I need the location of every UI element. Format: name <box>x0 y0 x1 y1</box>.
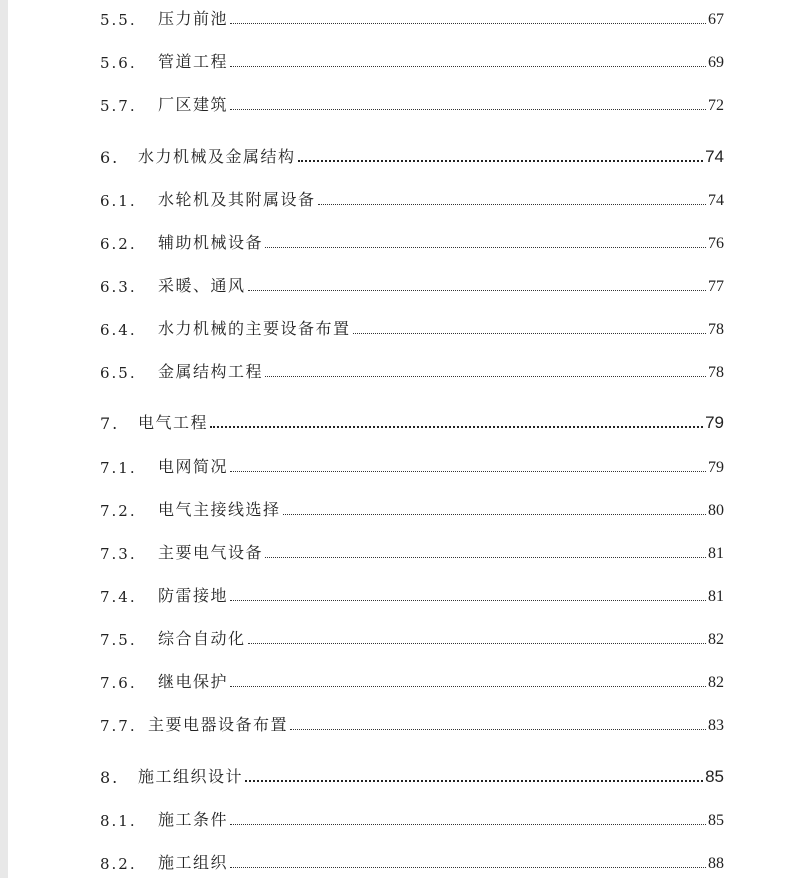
toc-entry[interactable] <box>100 272 724 296</box>
dot-leader <box>353 333 706 334</box>
toc-entry[interactable] <box>100 496 724 520</box>
dot-leader <box>248 643 706 644</box>
toc-chapter[interactable] <box>100 409 724 433</box>
toc-entry-number: 7.6. <box>100 674 137 692</box>
dot-leader <box>265 376 706 377</box>
toc-entry-page: 69 <box>708 54 724 71</box>
dot-leader <box>248 290 706 291</box>
toc-entry-number: 7.3. <box>100 545 137 563</box>
toc-entry-number: 5.7. <box>100 97 137 115</box>
dot-leader <box>265 247 706 248</box>
toc-entry-number: 7.5. <box>100 631 137 649</box>
toc-entry[interactable] <box>100 582 724 606</box>
toc-entry-number: 8.1. <box>100 812 137 830</box>
dot-leader <box>230 109 706 110</box>
toc-entry-number: 7.4. <box>100 588 137 606</box>
toc-chapter-number: 8. <box>100 768 120 787</box>
toc-entry-number: 6.1. <box>100 192 137 210</box>
toc-entry[interactable] <box>100 849 724 873</box>
toc-entry-title: 厂区建筑 <box>158 95 229 114</box>
toc-entry-page: 67 <box>708 11 724 28</box>
toc-chapter-number: 7. <box>100 414 120 433</box>
toc-entry-title: 金属结构工程 <box>158 362 264 381</box>
toc-entry-page: 82 <box>708 631 724 648</box>
dot-leader <box>230 66 706 67</box>
toc-entry[interactable] <box>100 48 724 72</box>
toc-entry[interactable] <box>100 453 724 477</box>
toc-entry-number: 6.2. <box>100 235 137 253</box>
toc-entry-title: 施工组织 <box>158 853 229 872</box>
toc-chapter-title: 施工组织设计 <box>138 767 244 786</box>
toc-entry-number: 6.4. <box>100 321 137 339</box>
toc-entry-number: 7.7. <box>100 717 137 735</box>
dot-leader <box>230 824 706 825</box>
toc-entry-title: 水轮机及其附属设备 <box>158 190 316 209</box>
toc-entry-page: 74 <box>708 192 724 209</box>
toc-chapter-page: 79 <box>705 413 724 432</box>
toc-chapter-number: 6. <box>100 148 120 167</box>
toc-entry-title: 水力机械的主要设备布置 <box>158 319 351 338</box>
toc-entry[interactable] <box>100 91 724 115</box>
toc-entry-number: 7.2. <box>100 502 137 520</box>
toc-entry-page: 81 <box>708 588 724 605</box>
toc-entry-number: 5.6. <box>100 54 137 72</box>
toc-entry[interactable] <box>100 229 724 253</box>
toc-entry-page: 76 <box>708 235 724 252</box>
toc-entry[interactable] <box>100 711 724 735</box>
toc-entry-page: 83 <box>708 717 724 734</box>
dot-leader <box>230 471 706 472</box>
toc-entry-number: 5.5. <box>100 11 137 29</box>
toc-chapter-title: 水力机械及金属结构 <box>138 147 296 166</box>
toc-entry[interactable] <box>100 5 724 29</box>
dot-leader <box>298 160 704 162</box>
toc-entry-page: 88 <box>708 855 724 872</box>
dot-leader <box>265 557 706 558</box>
toc-entry-number: 8.2. <box>100 855 137 873</box>
toc-chapter[interactable] <box>100 143 724 167</box>
toc-chapter-page: 85 <box>705 767 724 786</box>
toc-entry[interactable] <box>100 625 724 649</box>
toc-entry[interactable] <box>100 315 724 339</box>
toc-chapter-title: 电气工程 <box>138 413 209 432</box>
toc-entry-title: 主要电器设备布置 <box>148 715 289 734</box>
toc-chapter[interactable] <box>100 763 724 787</box>
toc-entry-number: 7.1. <box>100 459 137 477</box>
dot-leader <box>230 23 706 24</box>
toc-entry-page: 77 <box>708 278 724 295</box>
toc-entry[interactable] <box>100 539 724 563</box>
dot-leader <box>290 729 706 730</box>
toc-entry-title: 管道工程 <box>158 52 229 71</box>
toc-entry-page: 82 <box>708 674 724 691</box>
toc-entry-page: 72 <box>708 97 724 114</box>
toc-entry[interactable] <box>100 186 724 210</box>
toc-entry-title: 压力前池 <box>158 9 229 28</box>
dot-leader <box>245 780 703 782</box>
toc-entry[interactable] <box>100 358 724 382</box>
dot-leader <box>210 426 703 428</box>
dot-leader <box>230 867 706 868</box>
toc-chapter-page: 74 <box>705 147 724 166</box>
toc-entry-page: 78 <box>708 321 724 338</box>
toc-entry-title: 继电保护 <box>158 672 229 691</box>
toc-entry-title: 电气主接线选择 <box>158 500 281 519</box>
toc-entry-page: 80 <box>708 502 724 519</box>
toc-entry-title: 施工条件 <box>158 810 229 829</box>
toc-entry-page: 85 <box>708 812 724 829</box>
toc-entry-title: 防雷接地 <box>158 586 229 605</box>
toc-entry-number: 6.5. <box>100 364 137 382</box>
toc-entry[interactable] <box>100 806 724 830</box>
toc-entry-title: 采暖、通风 <box>158 276 246 295</box>
toc-entry-page: 78 <box>708 364 724 381</box>
dot-leader <box>283 514 706 515</box>
toc-entry-title: 电网简况 <box>158 457 229 476</box>
toc-entry-page: 79 <box>708 459 724 476</box>
dot-leader <box>230 600 706 601</box>
page-gutter <box>0 0 8 878</box>
toc-entry-title: 主要电气设备 <box>158 543 264 562</box>
toc-entry-title: 综合自动化 <box>158 629 246 648</box>
toc-entry-number: 6.3. <box>100 278 137 296</box>
dot-leader <box>230 686 706 687</box>
toc-entry-title: 辅助机械设备 <box>158 233 264 252</box>
toc-entry-page: 81 <box>708 545 724 562</box>
dot-leader <box>318 204 706 205</box>
toc-entry[interactable] <box>100 668 724 692</box>
